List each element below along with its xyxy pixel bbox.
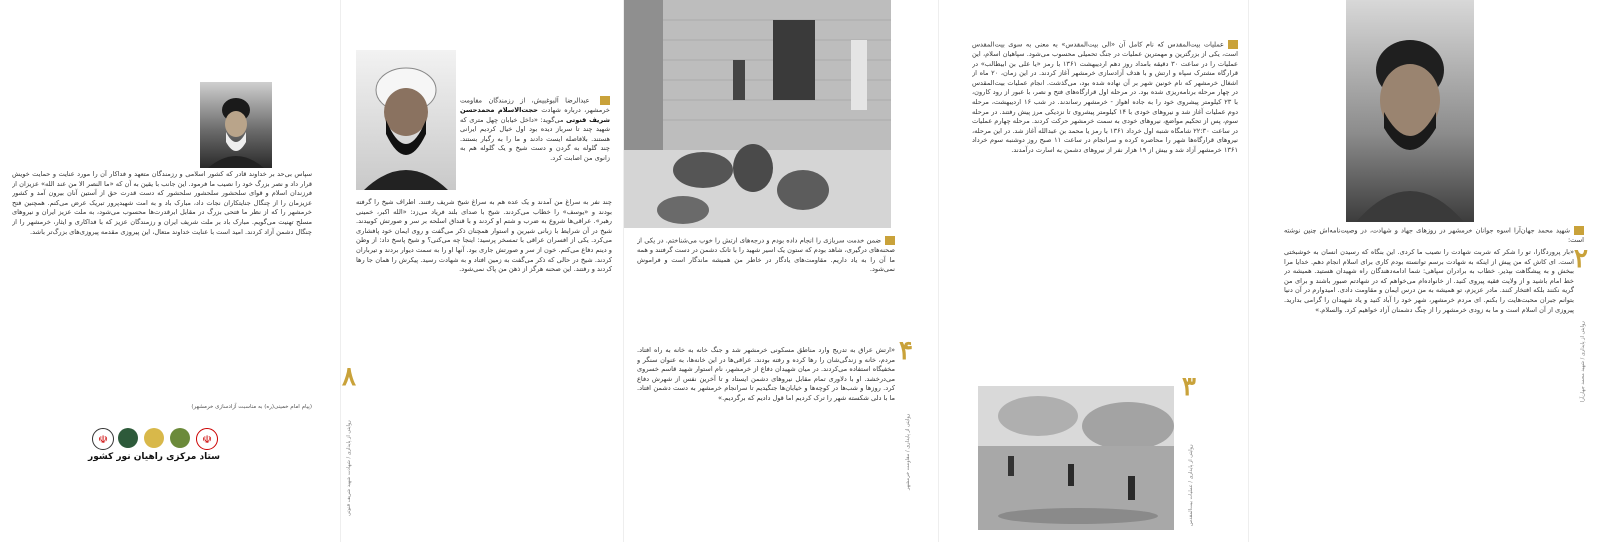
page-divider	[1248, 0, 1249, 542]
page-panel-1	[0, 0, 340, 542]
section-marker	[1228, 40, 1238, 49]
panel3-body: «ارتش عراق به تدریج وارد مناطق مسکونی خرمشهر شد و جنگ خانه به خانه به راه افتاد. مردم، خانه و زندگی‌شان را رها کرده و رفته بودند. عراقی‌ها در این خانه‌ها، به عنوان سنگر و مخفیگاه استفاده می‌کردند. در میان شهیدان دفاع از خرمشهر، نام استوار شهید قاسم خسروی می‌درخشد. او با دلاوری تمام مقابل نیروهای دشمن ایستاد و تا آخرین نفس از شهرش دفاع کرد. روزها و شب‌ها در کوچه‌ها و خیابان‌ها جنگیدیم تا سرانجام خرمشهر به دست دشمن افتاد. ما با دلی شکسته شهر را ترک کردیم اما قول دادیم که برگردیم.»	[637, 346, 895, 402]
photo-battlefield	[978, 386, 1174, 530]
scene-illustration	[623, 0, 891, 228]
emblem-logo-2	[118, 428, 138, 448]
emblem-logo-4	[170, 428, 190, 448]
footer-organization-title: ستاد مرکزی راهیان نور کشور	[88, 452, 220, 462]
portrait-photo-sharif-ghanouti	[356, 50, 456, 190]
panel1-signature: (پیام امام خمینی(ره) به مناسبت آزادسازی خرمشهر)	[191, 404, 312, 410]
page-divider	[623, 0, 624, 542]
panel5-intro: شهید محمد جهان‌آرا اسوه جوانان خرمشهر در روزهای جهاد و شهادت، در وصیت‌نامه‌اش چنین نوشته است:	[1284, 226, 1584, 245]
side-label: روایتی از پایداری / عملیات بیت‌المقدس	[1188, 444, 1194, 526]
panel2-body: چند نفر به سراغ من آمدند و یک عده هم به سراغ شیخ شریف رفتند. اطراف شیخ را گرفته بودند و «یوسف» را خطاب می‌کردند. شیخ با صدای بلند فریاد می‌زد: «الله اکبر، خمینی رهبر». عراقی‌ها شروع به ضرب و شتم او کردند و با قنداق اسلحه بر سر و صورتش کوبیدند. شیخ در آن شرایط با زبانی شیرین و استوار همچنان ذکر می‌گفت و روی ایمان خود پافشاری می‌کرد. یکی از افسران عراقی با تمسخر پرسید: اینجا چه می‌کنی؟ و شیخ پاسخ داد: از وطن و دینم دفاع می‌کنم. خون از سر و صورتش جاری بود. آنها او را به سمت دیوار بردند و تیرباران کردند. شیخ در حالی که ذکر می‌گفت به زمین افتاد و به شهادت رسید. پیکرش را همان جا رها کردند و رفتند. این صحنه هرگز از ذهن من پاک نمی‌شود.	[356, 198, 612, 274]
page-divider	[938, 0, 939, 542]
page-number: ۴	[899, 336, 913, 366]
portrait-photo-jahan-ara	[1346, 0, 1474, 222]
panel1-body: سپاس بی‌حد بر خداوند قادر که کشور اسلامی و رزمندگان متعهد و فداکار آن را مورد عنایت و حمایت خویش قرار داد و نصر بزرگ خود را نصیب ما فرمود. این جانب با یقین به آن که «ما النصر الا من عند الله» عزیزان از فرزندان اسلام و قوای سلحشور سلحشور سلحشور که دست قدرت حق از آستین آنان بیرون آمد و کشور عزیزمان را از چنگال جنایتکاران نجات داد، مبارک باد و به امت شهیدپرور تبریک عرض می‌کنم. همچنین فتح خرمشهر را که از نظر ما فتحی بزرگ در مقابل ابرقدرت‌ها محسوب می‌شود، به ملت عزیز ایران و نیروهای مسلح تهنیت می‌گویم. مبارک باد بر ملت شریف ایران و رزمندگان عزیز که با فداکاری و ایثار، خرمشهر را از چنگال دشمن آزاد کردند. امید است با عنایت خداوند متعال، این پیروزی مقدمه پیروزی‌های بزرگ‌تر باشد.	[12, 170, 312, 236]
section-marker	[1574, 226, 1584, 235]
page-panel-2	[340, 0, 623, 542]
page-panel-4	[938, 0, 1248, 542]
portrait-figure	[1346, 0, 1474, 222]
panel3-caption: ضمن خدمت سربازی را انجام داده بودم و درجه‌های ارتش را خوب می‌شناختم. در یکی از صحنه‌های درگیری، شاهد بودم که ستون یک اسیر شهید را با تانک دشمن در دست گرفتند و همه ما آن را به یاد داریم. مقاومت‌های یادگار در خاطر من همیشه ماندگار است و فراموش نمی‌شود.	[637, 236, 895, 274]
photo-soldiers-resting	[623, 0, 891, 228]
emblem-logo-5	[196, 428, 218, 450]
section-marker	[600, 96, 610, 105]
emblem-logo-1	[92, 428, 114, 450]
page-divider	[340, 0, 341, 542]
side-label: روایتی از پایداری / شهادت شهید شریف قنوتی	[346, 420, 352, 516]
page-panel-3	[623, 0, 938, 542]
side-label: روایتی از پایداری / شهید محمد جهان‌آرا	[1580, 321, 1586, 402]
portrait-figure	[200, 82, 272, 168]
svg-text:☫: ☫	[98, 433, 108, 446]
scene-illustration	[978, 386, 1174, 530]
panel4-body: عملیات بیت‌المقدس که نام کامل آن «الی بیت‌المقدس» به معنی به سوی بیت‌المقدس است، یکی از بزرگترین و مهمترین عملیات در جنگ تحمیلی محسوب می‌شود. سپاهیان اسلام، این عملیات را در ساعت ۳۰ دقیقه بامداد روز دهم اردیبهشت ۱۳۶۱ با رمز «یا علی بن ابیطالب» در قرارگاه مشترک سپاه و ارتش و با هدف آزادسازی خرمشهر آغاز کردند. در این زمان، ۲۰ ماه از اشغال خرمشهر که نام خونین شهر بر آن نهاده شده بود، می‌گذشت. انجام عملیات بیت‌المقدس در چهار مرحله برنامه‌ریزی شده بود. در مرحله اول قرارگاه‌های فتح و نصر، با عبور از رود کارون، با ۲۳ کیلومتر پیشروی خود را به جاده اهواز - خرمشهر رساندند. در شب ۱۶ اردیبهشت، مرحله دوم عملیات آغاز شد و نیروهای خودی با ۱۴ کیلومتر پیشروی تا نزدیکی مرز پیش رفتند. در مرحله سوم، پس از تحکیم مواضع، نیروهای خودی به سمت خرمشهر حرکت کردند. مرحله چهارم عملیات در ساعت ۲۲:۳۰ شامگاه شنبه اول خرداد ۱۳۶۱ با رمز یا محمد بن عبدالله آغاز شد. در این مرحله، نیروهای قرارگاه‌ها شهر را محاصره کرده و سرانجام در ساعت ۱۱ صبح روز دوشنبه سوم خرداد ۱۳۶۱ خرمشهر آزاد شد و بیش از ۱۹ هزار نفر از نیروهای دشمن به اسارت درآمدند.	[972, 40, 1238, 155]
portrait-figure	[356, 50, 456, 190]
svg-text:☫: ☫	[202, 433, 212, 446]
emblem-logo-3	[144, 428, 164, 448]
side-label: روایتی از پایداری / مقاومت خرمشهر	[905, 413, 911, 490]
panel5-body: «بار پروردگارا، تو را شکر که شربت شهادت را نصیب ما کردی. این بنگاه که رسیدن انسان به خوشبختی است. ای کاش که من پیش از اینکه به شهادت برسم توانسته بودم کاری برای اسلام انجام دهم. خدایا مرا ببخش و به پیشگاهت بپذیر. خطاب به برادران سپاهی: شما ادامه‌دهندگان راه شهیدان هستید. همیشه در خط امام باشید و از ولایت فقیه پیروی کنید. از خانواده‌ام می‌خواهم که در شهادتم صبور باشند و برای من گریه نکنند بلکه افتخار کنند. مادر عزیزم، تو همیشه به من درس ایمان و مقاومت دادی. امیدوارم در آن دنیا بتوانم جبران محبت‌هایت را بکنم. ای مردم خرمشهر، شهر خود را آباد کنید و یاد شهیدان را گرامی بدارید. پیروزی از آن اسلام است و ما به زودی خرمشهر را از چنگ دشمنان آزاد خواهیم کرد. والسلام.»	[1284, 248, 1574, 314]
section-marker	[885, 236, 895, 245]
page-number: ۳	[1182, 372, 1196, 402]
page-panel-5	[1248, 0, 1600, 542]
page-number: ۲	[1574, 244, 1588, 274]
panel2-intro: عبدالرضا آلبوغبیش، از رزمندگان مقاومت خرمشهر، درباره شهادت حجت‌الاسلام محمدحسن شریف قنوتی می‌گوید: «داخل خیابان چهل متری که شهید چند تا سرباز دیده بود اول خیال کردیم ایرانی هستند. بلافاصله ایست دادند و ما را به رگبار بستند. چند گلوله به گردن و دست شیخ و یک گلوله هم به زانوی من اصابت کرد.	[460, 96, 610, 163]
portrait-photo-imam	[200, 82, 272, 168]
page-number: ۸	[342, 362, 356, 392]
